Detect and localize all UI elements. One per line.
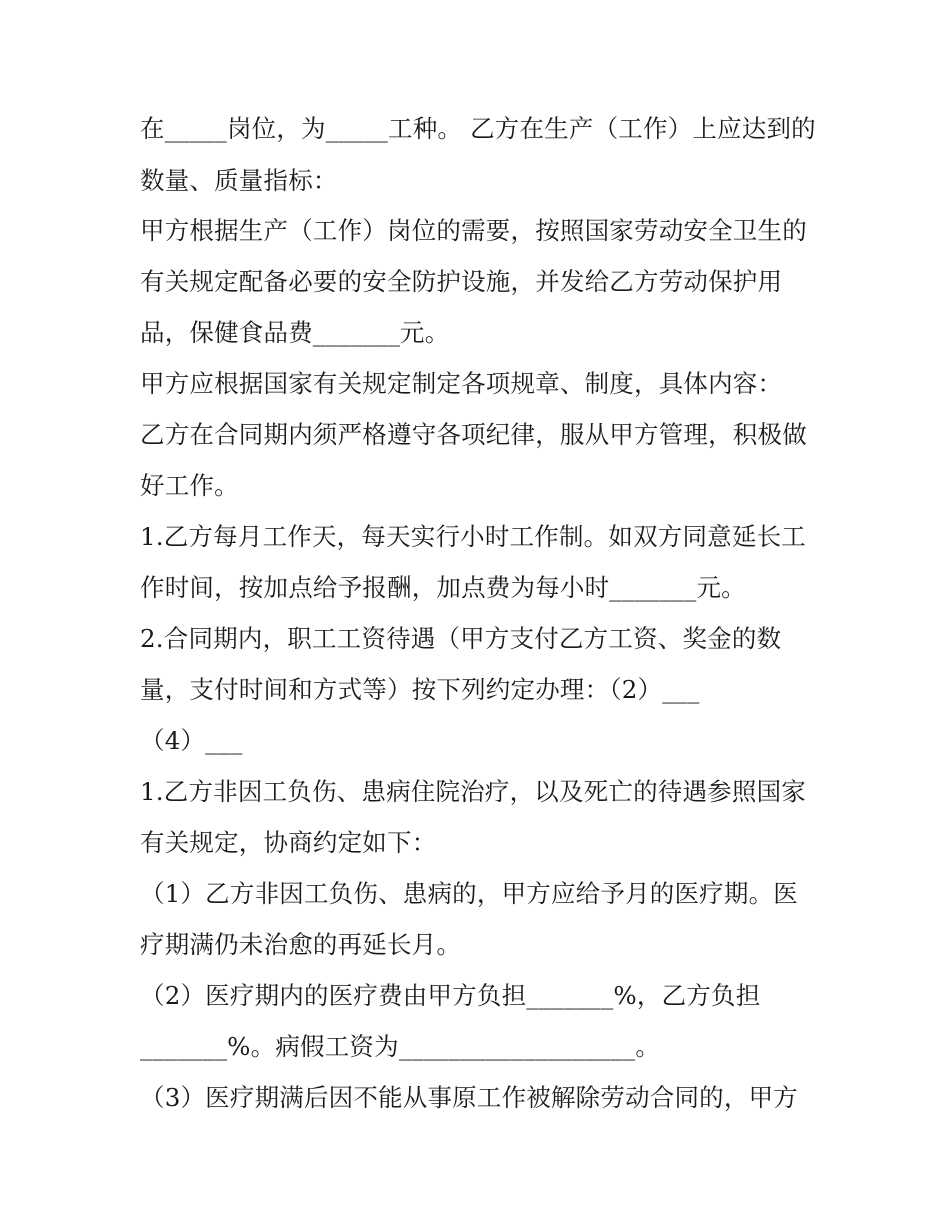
text-line: 1.乙方非因工负伤、患病住院治疗，以及死亡的待遇参照国家 — [140, 777, 806, 806]
text-line: 作时间，按加点给予报酬，加点费为每小时_______元。 — [140, 573, 746, 602]
text-line: _______%。病假工资为___________________。 — [140, 1032, 661, 1061]
text-line: 甲方应根据国家有关规定制定各项规章、制度，具体内容： — [140, 369, 783, 398]
text-line: 疗期满仍未治愈的再延长月。 — [140, 930, 462, 959]
text-line: 有关规定配备必要的安全防护设施，并发给乙方劳动保护用 — [140, 267, 783, 296]
text-line: 品，保健食品费_______元。 — [140, 318, 450, 347]
text-line: 1.乙方每月工作天，每天实行小时工作制。如双方同意延长工 — [140, 522, 806, 551]
text-line: （3）医疗期满后因不能从事原工作被解除劳动合同的，甲方 — [140, 1083, 798, 1112]
text-line: 量，支付时间和方式等）按下列约定办理：（2）___ — [140, 675, 700, 704]
text-line: 在_____岗位，为_____工种。 乙方在生产（工作）上应达到的 — [140, 114, 816, 143]
text-line: 乙方在合同期内须严格遵守各项纪律，服从甲方管理，积极做 — [140, 420, 807, 449]
text-line: 数量、质量指标： — [140, 166, 338, 195]
text-line: 2.合同期内，职工工资待遇（甲方支付乙方工资、奖金的数 — [140, 624, 782, 653]
text-line: 有关规定，协商约定如下： — [140, 828, 437, 857]
text-line: （4）___ — [140, 726, 243, 755]
text-line: 甲方根据生产（工作）岗位的需要，按照国家劳动安全卫生的 — [140, 216, 807, 245]
text-line: 好工作。 — [140, 471, 239, 500]
text-line: （2）医疗期内的医疗费由甲方负担_______%，乙方负担 — [140, 981, 761, 1010]
text-line: （1）乙方非因工负伤、患病的，甲方应给予月的医疗期。医 — [140, 879, 798, 908]
